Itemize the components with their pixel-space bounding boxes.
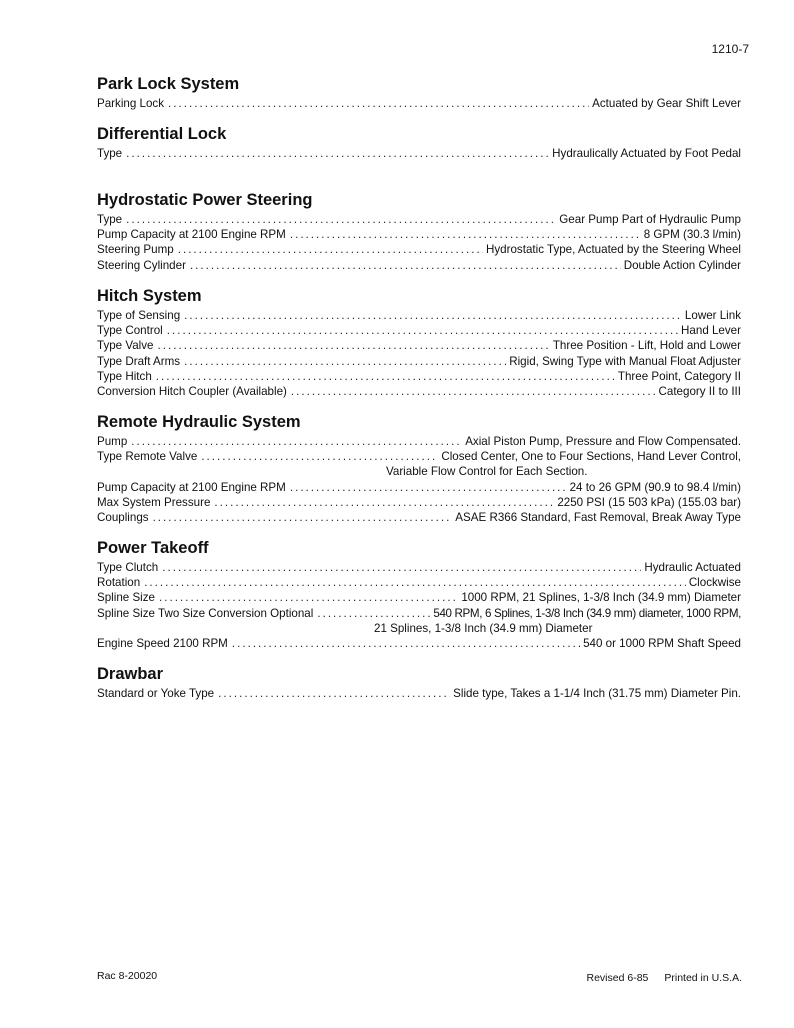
leader-dots [168,96,589,111]
leader-dots [290,480,567,495]
spec-row-type-clutch [97,560,741,575]
leader-dots [131,434,462,449]
leader-dots [126,212,556,227]
spec-value: Hydraulic Actuated [644,561,741,574]
spec-row-type-of-sensing [97,308,741,323]
spec-value: Clockwise [688,576,741,590]
spec-value: Rigid, Swing Type with Manual Float Adjuster [509,354,741,368]
leader-dots [156,369,615,384]
section-title: Power Takeoff [97,539,209,557]
spec-label: Type Clutch [97,561,159,574]
leader-dots [144,575,686,590]
section-differential-lock [97,124,741,161]
spec-value: Three Position - Lift, Hold and Lower [552,339,741,353]
spec-row-rotation [97,575,741,590]
spec-value: Category II to III [658,385,741,399]
spec-label: Steering Pump [97,243,174,257]
section-title: Differential Lock [97,125,227,143]
section-title: Park Lock System [97,75,240,93]
spec-label: Rotation [97,576,141,590]
leader-dots [184,308,682,323]
document-code: Rac 8-20020 [97,970,158,982]
leader-dots [201,449,438,464]
spec-row-type-draft-arms [97,354,741,369]
spec-row-steering-pump [97,242,741,257]
spec-row-parking-lock [97,96,741,111]
leader-dots [218,686,450,701]
leader-dots [167,323,678,338]
leader-dots [178,242,483,257]
spec-row-conversion-hitch-coupler [97,384,741,399]
spec-value: Closed Center, One to Four Sections, Hand Lever Control, [441,450,741,464]
spec-row-pump-capacity [97,227,741,242]
spec-value: Gear Pump Part of Hydraulic Pump [559,213,741,226]
spec-row-type-control [97,323,741,338]
leader-dots [126,146,549,161]
spec-label: Couplings [97,511,149,525]
spec-value: Hydrostatic Type, Actuated by the Steering Wheel [486,243,741,257]
spec-value: Actuated by Gear Shift Lever [592,97,741,110]
spec-label: Conversion Hitch Coupler (Available) [97,385,287,399]
spec-label: Pump Capacity at 2100 Engine RPM [97,480,286,494]
spec-row-pump [97,434,741,449]
print-note: Printed in U.S.A. [664,972,742,984]
leader-dots [162,560,641,575]
leader-dots [290,227,641,242]
spec-value: 2250 PSI (15 503 kPa) (155.03 bar) [557,495,741,509]
spec-label: Type [97,213,123,226]
leader-dots [158,338,550,353]
spec-value: Three Point, Category II [617,369,741,383]
spec-label: Spline Size [97,591,156,605]
spec-label: Spline Size Two Size Conversion Optional [97,606,314,620]
spec-value: Hand Lever [681,324,741,338]
spec-value: 8 GPM (30.3 l/min) [643,228,741,242]
spec-value: ASAE R366 Standard, Fast Removal, Break Away Type [455,511,741,525]
spec-value: Double Action Cylinder [623,258,741,272]
section-park-lock [97,74,741,111]
spec-label: Type [97,147,123,160]
spec-label: Max System Pressure [97,495,211,509]
spec-value: Axial Piston Pump, Pressure and Flow Compensated. [465,435,741,448]
section-remote-hydraulic [97,412,741,525]
spec-row-type-hitch [97,369,741,384]
spec-value-continuation: Variable Flow Control for Each Section. [386,465,588,479]
spec-value: Slide type, Takes a 1-1/4 Inch (31.75 mm) Diameter Pin. [453,687,741,700]
spec-value: 1000 RPM, 21 Splines, 1-3/8 Inch (34.9 mm) Diameter [461,591,741,605]
spec-row-type-remote-valve [97,449,741,464]
leader-dots [291,384,656,399]
section-title: Remote Hydraulic System [97,413,301,431]
section-hydrostatic-steering [97,190,741,273]
spec-value: Hydraulically Actuated by Foot Pedal [552,147,741,160]
spec-row-pump-capacity [97,480,741,495]
leader-dots [190,258,621,273]
leader-dots [159,590,458,605]
spec-label: Parking Lock [97,97,165,110]
section-power-takeoff [97,538,741,651]
leader-dots [214,495,554,510]
spec-label: Engine Speed 2100 RPM [97,637,228,651]
spec-row-type-valve [97,338,741,353]
section-title: Hitch System [97,287,202,305]
page-number: 1210-7 [711,42,749,56]
spec-value: 540 or 1000 RPM Shaft Speed [583,637,741,651]
section-drawbar [97,664,741,701]
section-title: Hydrostatic Power Steering [97,191,313,209]
spec-value: 540 RPM, 6 Splines, 1-3/8 Inch (34.9 mm) diameter, 1000 RPM, [433,606,741,620]
spec-row-type [97,146,741,161]
spec-value: Lower Link [684,309,741,322]
leader-dots [184,354,506,369]
spec-row-max-system-pressure [97,495,741,510]
spec-label: Standard or Yoke Type [97,687,215,700]
spec-value: 24 to 26 GPM (90.9 to 98.4 l/min) [569,480,741,494]
spec-label: Type Hitch [97,369,152,383]
spec-row-spline-size-conversion [97,606,741,621]
spec-label: Pump Capacity at 2100 Engine RPM [97,228,286,242]
leader-dots [317,606,430,621]
section-title: Drawbar [97,665,164,683]
spec-row-type [97,212,741,227]
spec-label: Type Valve [97,339,154,353]
leader-dots [232,636,580,651]
section-hitch [97,286,741,399]
spec-label: Type of Sensing [97,309,181,322]
revision-note: Revised 6-85 [586,972,649,984]
spec-row-couplings [97,510,741,525]
leader-dots [153,510,453,525]
spec-label: Steering Cylinder [97,258,186,272]
spec-label: Type Control [97,324,163,338]
spec-row-engine-speed [97,636,741,651]
spec-label: Pump [97,435,128,448]
spec-row-steering-cylinder [97,258,741,273]
spec-row-standard-or-yoke-type [97,686,741,701]
footer-info [587,972,743,984]
spec-value-continuation: 21 Splines, 1-3/8 Inch (34.9 mm) Diameter [374,621,593,635]
spec-label: Type Remote Valve [97,450,198,464]
spec-label: Type Draft Arms [97,354,181,368]
spec-row-spline-size [97,590,741,605]
